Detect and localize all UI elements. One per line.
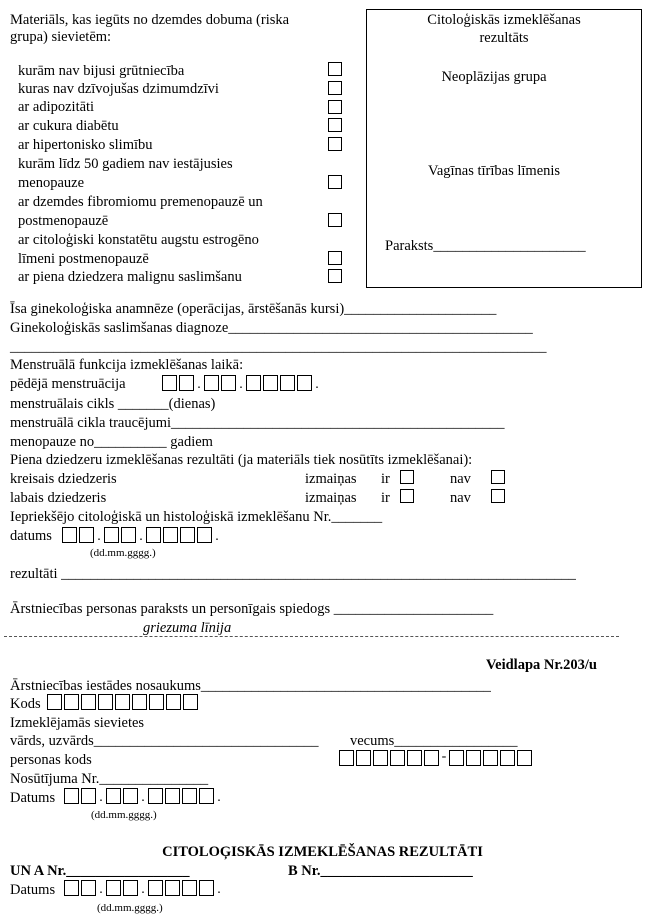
risk-checkbox[interactable]	[328, 100, 342, 114]
result-date-label: Datums	[10, 882, 56, 898]
risk-item-label: ar piena dziedzera malignu saslimšanu	[18, 269, 242, 285]
risk-checkbox[interactable]	[328, 137, 342, 151]
risk-checkbox[interactable]	[328, 118, 342, 132]
previous-date-input[interactable]	[62, 527, 222, 543]
digit-box[interactable]	[424, 750, 439, 766]
diagnosis-field[interactable]: Ginekoloģiskās saslimšanas diagnoze__________________________________________	[10, 320, 533, 336]
digit-box[interactable]	[407, 750, 422, 766]
breast-heading: Piena dziedzeru izmeklēšanas rezultāti (ja materiāls tiek nosūtīts izmeklēšanai):	[10, 452, 473, 468]
date-separator: .	[315, 377, 319, 392]
patient-heading: Izmeklējamās sievietes	[10, 715, 145, 731]
patient-age-field[interactable]: vecums_________________	[350, 733, 518, 749]
digit-box[interactable]	[199, 788, 214, 804]
digit-box[interactable]	[500, 750, 515, 766]
right-breast-label: labais dziedzeris	[10, 490, 107, 506]
risk-item-label: menopauze	[18, 175, 85, 191]
date-separator: .	[99, 790, 103, 805]
institution-name-field[interactable]: Ārstniecības iestādes nosaukums________________________________________	[10, 678, 491, 694]
referral-date-label: Datums	[10, 790, 56, 806]
digit-box[interactable]	[280, 375, 295, 391]
risk-heading-line2: grupa) sievietēm:	[10, 29, 112, 45]
results-field[interactable]: rezultāti _______________________________________________________________________	[10, 566, 576, 582]
digit-box[interactable]	[263, 375, 278, 391]
date-separator: .	[215, 529, 219, 544]
risk-item-label: kuras nav dzīvojušas dzimumdzīvi	[18, 81, 219, 97]
risk-checkbox[interactable]	[328, 62, 342, 76]
anamnesis-field[interactable]: Īsa ginekoloģiska anamnēze (operācijas, ārstēšanās kursi)_____________________	[10, 301, 497, 317]
yes-label: ir	[381, 471, 390, 487]
digit-box[interactable]	[390, 750, 405, 766]
no-label: nav	[450, 471, 471, 487]
results-panel-title-line2: rezultāts	[479, 30, 529, 46]
risk-checkbox[interactable]	[328, 81, 342, 95]
form-number: Veidlapa Nr.203/u	[486, 657, 597, 673]
digit-box[interactable]	[183, 694, 198, 710]
cut-line	[4, 636, 619, 637]
digit-box[interactable]	[123, 788, 138, 804]
digit-box[interactable]	[356, 750, 371, 766]
una-number-field[interactable]: UN A Nr._________________	[10, 863, 190, 879]
results-panel-title-line1: Citoloģiskās izmeklēšanas	[427, 12, 581, 28]
digit-box[interactable]	[47, 694, 62, 710]
digit-box[interactable]	[517, 750, 532, 766]
date-separator: .	[141, 790, 145, 805]
result-section-title: CITOLOĢISKĀS IZMEKLĒŠANAS REZULTĀTI	[162, 844, 483, 860]
digit-box[interactable]	[197, 527, 212, 543]
changes-label: izmaiņas	[305, 490, 357, 506]
date-separator: .	[217, 882, 221, 897]
date-separator: .	[197, 377, 201, 392]
digit-box[interactable]	[106, 880, 121, 896]
digit-box[interactable]	[182, 788, 197, 804]
date-separator: .	[97, 529, 101, 544]
digit-box[interactable]	[204, 375, 219, 391]
digit-box[interactable]	[165, 880, 180, 896]
digit-box[interactable]	[64, 694, 79, 710]
digit-box[interactable]	[81, 694, 96, 710]
date-format-hint: (dd.mm.gggg.)	[91, 809, 157, 821]
date-separator: .	[239, 377, 243, 392]
no-label: nav	[450, 490, 471, 506]
digit-box[interactable]	[180, 527, 195, 543]
cycle-field[interactable]: menstruālais cikls _______(dienas)	[10, 396, 216, 412]
risk-item-label: ar citoloģiski konstatētu augstu estrogēno	[18, 232, 259, 248]
risk-item-label: ar hipertonisko slimību	[18, 137, 153, 153]
referral-number-field[interactable]: Nosūtījuma Nr._______________	[10, 771, 209, 787]
date-separator: .	[99, 882, 103, 897]
cycle-disorders-field[interactable]: menstruālā cikla traucējumi______________________________________________	[10, 415, 505, 431]
digit-box[interactable]	[146, 527, 161, 543]
digit-box[interactable]	[149, 694, 164, 710]
cut-line-label: griezuma līnija	[143, 620, 232, 636]
risk-item-label: ar adipozitāti	[18, 99, 95, 115]
digit-box[interactable]	[466, 750, 481, 766]
yes-label: ir	[381, 490, 390, 506]
digit-box[interactable]	[148, 880, 163, 896]
digit-box[interactable]	[246, 375, 261, 391]
right-breast-no-checkbox[interactable]	[491, 489, 505, 503]
results-panel	[366, 9, 642, 288]
risk-checkbox[interactable]	[328, 175, 342, 189]
changes-label: izmaiņas	[305, 471, 357, 487]
risk-item-label: kurām nav bijusi grūtniecība	[18, 63, 185, 79]
digit-box[interactable]	[148, 788, 163, 804]
digit-box[interactable]	[483, 750, 498, 766]
last-menstruation-date-input[interactable]	[162, 375, 322, 391]
digit-box[interactable]	[106, 788, 121, 804]
digit-box[interactable]	[98, 694, 113, 710]
left-breast-no-checkbox[interactable]	[491, 470, 505, 484]
last-menstruation-label: pēdējā menstruācija	[10, 376, 126, 392]
digit-box[interactable]	[162, 375, 177, 391]
institution-code-input[interactable]	[47, 694, 200, 710]
risk-item-label: postmenopauzē	[18, 213, 109, 229]
personal-code-label: personas kods	[10, 752, 92, 768]
digit-box[interactable]	[297, 375, 312, 391]
risk-checkbox[interactable]	[328, 251, 342, 265]
date-format-hint: (dd.mm.gggg.)	[90, 547, 156, 559]
panel-signature-field[interactable]: Paraksts_____________________	[385, 238, 586, 254]
digit-box[interactable]	[339, 750, 354, 766]
digit-box[interactable]	[373, 750, 388, 766]
digit-box[interactable]	[449, 750, 464, 766]
digit-box[interactable]	[221, 375, 236, 391]
neoplasia-group-label: Neoplāzijas grupa	[441, 69, 547, 85]
digit-box[interactable]	[81, 880, 96, 896]
risk-item-label: kurām līdz 50 gadiem nav iestājusies	[18, 156, 233, 172]
digit-box[interactable]	[165, 788, 180, 804]
left-breast-label: kreisais dziedzeris	[10, 471, 117, 487]
patient-name-field[interactable]: vārds, uzvārds_______________________________	[10, 733, 319, 749]
risk-checkbox[interactable]	[328, 213, 342, 227]
digit-box[interactable]	[163, 527, 178, 543]
digit-box[interactable]	[104, 527, 119, 543]
date-format-hint: (dd.mm.gggg.)	[97, 902, 163, 914]
risk-item-label: līmeni postmenopauzē	[18, 251, 149, 267]
menstrual-heading: Menstruālā funkcija izmeklēšanas laikā:	[10, 357, 244, 373]
digit-box[interactable]	[62, 527, 77, 543]
practitioner-signature-field[interactable]: Ārstniecības personas paraksts un personīgais spiedogs ______________________	[10, 601, 494, 617]
risk-checkbox[interactable]	[328, 269, 342, 283]
code-dash: -	[441, 749, 447, 764]
date-separator: .	[141, 882, 145, 897]
digit-box[interactable]	[115, 694, 130, 710]
digit-box[interactable]	[79, 527, 94, 543]
digit-box[interactable]	[64, 788, 79, 804]
risk-heading-line1: Materiāls, kas iegūts no dzemdes dobuma (riska	[10, 12, 290, 28]
right-breast-yes-checkbox[interactable]	[400, 489, 414, 503]
risk-item-label: ar cukura diabētu	[18, 118, 119, 134]
vaginal-cleanliness-label: Vagīnas tīrības līmenis	[427, 163, 561, 179]
date-separator: .	[139, 529, 143, 544]
date-separator: .	[217, 790, 221, 805]
previous-exam-field[interactable]: Iepriekšējo citoloģiskā un histoloģiskā izmeklēšanu Nr._______	[10, 509, 383, 525]
digit-box[interactable]	[199, 880, 214, 896]
personal-code-input[interactable]	[339, 750, 534, 766]
code-label: Kods	[10, 696, 41, 712]
digit-box[interactable]	[179, 375, 194, 391]
left-breast-yes-checkbox[interactable]	[400, 470, 414, 484]
risk-item-label: ar dzemdes fibromiomu premenopauzē un	[18, 194, 263, 210]
referral-date-input[interactable]	[64, 788, 224, 804]
result-date-input[interactable]	[64, 880, 224, 896]
previous-date-label: datums	[10, 528, 52, 544]
b-number-field[interactable]: B Nr._____________________	[288, 863, 473, 879]
blank-line[interactable]: __________________________________________________________________________	[10, 339, 547, 355]
digit-box[interactable]	[121, 527, 136, 543]
digit-box[interactable]	[123, 880, 138, 896]
menopause-field[interactable]: menopauze no__________ gadiem	[10, 434, 213, 450]
digit-box[interactable]	[166, 694, 181, 710]
digit-box[interactable]	[81, 788, 96, 804]
digit-box[interactable]	[132, 694, 147, 710]
digit-box[interactable]	[64, 880, 79, 896]
digit-box[interactable]	[182, 880, 197, 896]
